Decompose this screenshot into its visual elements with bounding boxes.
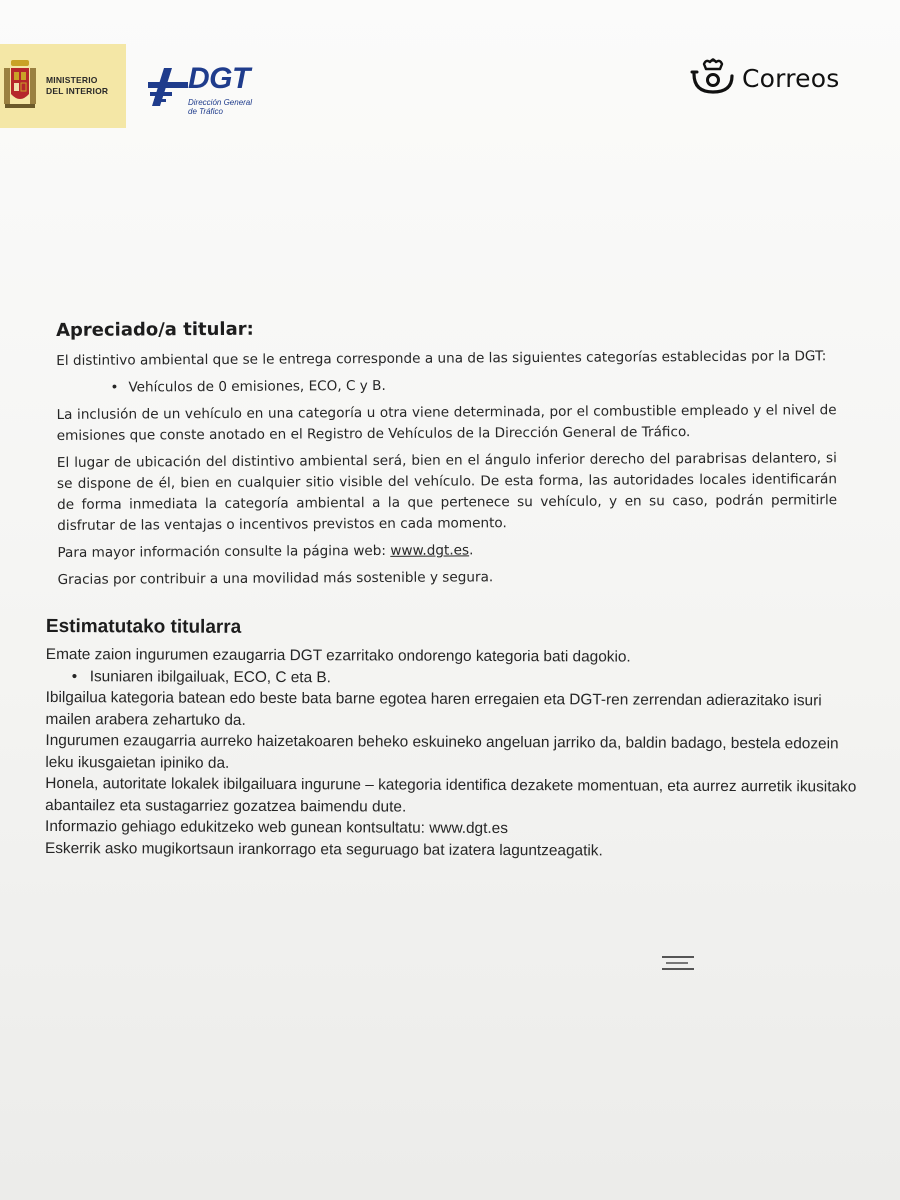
bullet-marker: • bbox=[110, 379, 119, 396]
basque-para3: Honela, autoritate lokalek ibilgailuara ingurune – kategoria identifica dezakete momentuan, eta aurrez aurretik ikusitako abantailez eta sustagarriez gozatzea baimendu dute. bbox=[45, 774, 857, 816]
dgt-sub-line2: de Tráfico bbox=[188, 107, 223, 116]
dgt-website-link[interactable]: www.dgt.es bbox=[390, 542, 470, 559]
spanish-para1: La inclusión de un vehículo en una categoría u otra viene determinada, por el combustible empleado y el nivel de emisiones que conste anotado en el Registro de Vehículos de la Dirección General de Tráfico. bbox=[56, 402, 837, 444]
basque-bullet-text: Isuniaren ibilgailuak, ECO, C eta B. bbox=[89, 667, 332, 686]
correos-logo bbox=[688, 54, 839, 102]
basque-thanks: Eskerrik asko mugikortsaun irankorrago eta seguruago bat izatera laguntzeagatik. bbox=[44, 839, 603, 859]
basque-section bbox=[45, 616, 866, 863]
spanish-info-suffix: . bbox=[469, 542, 474, 559]
spanish-section bbox=[48, 315, 850, 597]
ministry-line2: DEL INTERIOR bbox=[46, 86, 109, 96]
print-code-mark bbox=[660, 954, 696, 972]
dgt-wordmark: DGT bbox=[188, 62, 250, 95]
basque-intro: Emate zaion ingurumen ezaugarria DGT ezarritako ondorengo kategoria bati dagokio. bbox=[45, 645, 631, 666]
spanish-thanks: Gracias por contribuir a una movilidad más sostenible y segura. bbox=[57, 569, 494, 588]
dgt-sub-line1: Dirección General bbox=[188, 98, 253, 107]
basque-heading: Estimatutako titularra bbox=[45, 616, 242, 638]
spanish-info-prefix: Para mayor información consulte la página web: bbox=[57, 542, 391, 561]
basque-para1: Ibilgailua kategoria batean edo beste bata barne egotea haren erregaien eta DGT-ren zerrendan adierazitako isuri mailen arabera zehartuko da. bbox=[45, 688, 822, 729]
ministry-line1: MINISTERIO bbox=[46, 75, 98, 85]
dgt-logo bbox=[146, 62, 286, 126]
spanish-bullet-text: Vehículos de 0 emisiones, ECO, C y B. bbox=[128, 377, 386, 396]
spanish-bullet bbox=[110, 373, 848, 399]
spanish-heading: Apreciado/a titular: bbox=[55, 318, 254, 341]
correos-wordmark: Correos bbox=[742, 63, 840, 93]
ministry-logo bbox=[0, 44, 126, 128]
ministry-name bbox=[46, 75, 108, 97]
dgt-subtitle bbox=[188, 98, 252, 116]
post-horn-crown-icon bbox=[688, 56, 740, 100]
spanish-para2: El lugar de ubicación del distintivo ambiental será, bien en el ángulo inferior derecho del parabrisas delantero, si se dispone de él, bien en cualquier sitio visible del vehículo. De esta forma, las autoridades locales identificarán de forma inmediata la categoría ambiental a la que pertenece su vehículo, y en su caso, podrán permitirle disfrutar de las ventajas o incentivos previstos en cada momento. bbox=[56, 450, 838, 534]
coat-of-arms-icon bbox=[2, 56, 38, 116]
spanish-info bbox=[57, 538, 837, 564]
basque-para2: Ingurumen ezaugarria aurreko haizetakoaren beheko eskuineko angeluan jarriko da, baldin badago, bestela edozein leku ikusgaietan ipiniko da. bbox=[45, 731, 839, 772]
bullet-marker: • bbox=[71, 667, 78, 685]
basque-info: Informazio gehiago edukitzeko web gunean kontsultatu: www.dgt.es bbox=[45, 817, 508, 838]
dgt-mark-icon bbox=[146, 66, 190, 108]
spanish-intro: El distintivo ambiental que se le entrega corresponde a una de las siguientes categorías establecidas por la DGT: bbox=[56, 348, 827, 369]
